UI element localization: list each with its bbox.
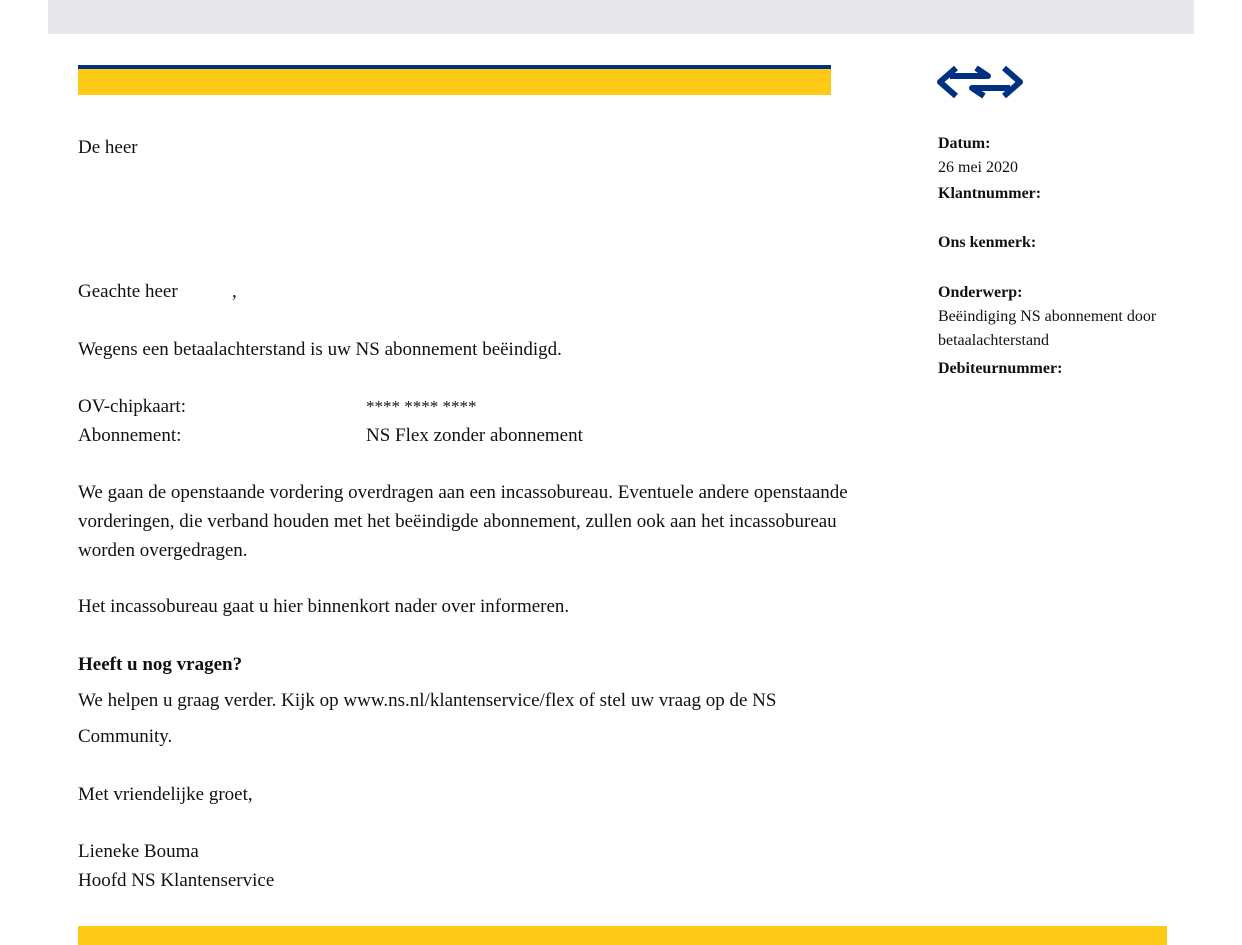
detail-value-ov-chipkaart: **** **** **** [366,397,477,416]
date-label: Datum: [938,135,991,152]
salutation-title: De heer [78,137,138,158]
signer-title: Hoofd NS Klantenservice [78,870,275,891]
subject-value: Beëindiging NS abonnement door betaalachterstand [938,308,1157,349]
footer-stripe [78,926,1167,945]
signer-name: Lieneke Bouma [78,841,199,862]
greeting-comma: , [232,281,237,302]
intro-sentence: Wegens een betaalachterstand is uw NS abonnement beëindigd. [78,339,562,360]
top-bar [48,0,1194,34]
reference-label: Ons kenmerk: [938,234,1037,251]
ns-logo-icon [936,64,1024,100]
header-stripe [78,65,831,95]
paragraph-inform: Het incassobureau gaat u hier binnenkort nader over informeren. [78,596,570,617]
detail-value-abonnement: NS Flex zonder abonnement [366,425,583,446]
paragraph-transfer: We gaan de openstaande vordering overdragen aan een incassobureau. Eventuele andere openstaande vorderingen, die verband houden met het beëindigde abonnement, zullen ook aan het incassobureau worden overgedragen. [78,482,848,561]
greeting: Geachte heer [78,281,178,302]
customer-number-label: Klantnummer: [938,185,1042,202]
detail-label-ov-chipkaart: OV-chipkaart: [78,396,186,417]
closing: Met vriendelijke groet, [78,784,253,805]
detail-label-abonnement: Abonnement: [78,425,182,446]
questions-text: We helpen u graag verder. Kijk op www.ns.nl/klantenservice/flex of stel uw vraag op de NS Community. [78,690,777,747]
date-value: 26 mei 2020 [938,159,1018,176]
subject-label: Onderwerp: [938,284,1023,301]
questions-heading: Heeft u nog vragen? [78,654,243,675]
debtor-number-label: Debiteurnummer: [938,360,1063,377]
